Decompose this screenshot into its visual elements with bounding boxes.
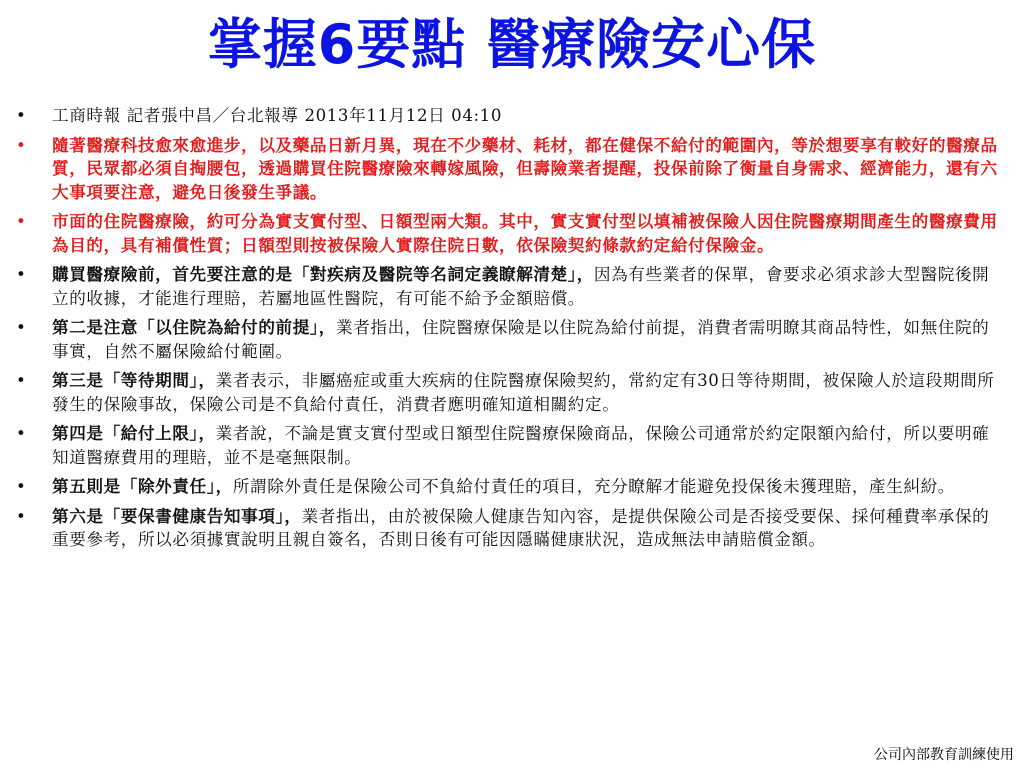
bullet-lead: 第五則是「除外責任」， (52, 476, 233, 496)
bullet-lead: 第四是「給付上限」， (52, 423, 216, 443)
bullet-text: 市面的住院醫療險，約可分為實支實付型、日額型兩大類。其中，實支實付型以填補被保險人因住院醫療期間產生的醫療費用為目的，具有補償性質；日額型則按被保險人實際住院日數，依保險契約條款約定給付保險金。 (52, 211, 998, 255)
bullet-point-4 (14, 422, 1006, 469)
bullet-text: 因為有些業者的保單，會要求必須求診大型醫院後開立的收據，才能進行理賠，若屬地區性醫院，有可能不給予金額賠償。 (52, 265, 990, 308)
bullet-point-6 (14, 505, 1006, 552)
bullet-text: 業者指出，由於被保險人健康告知內容，是提供保險公司是否接受要保、採何種費率承保的重要參考，所以必須據實說明且親自簽名，否則日後有可能因隱瞞健康狀況，造成無法申請賠償金額。 (52, 506, 990, 549)
slide-title: 掌握6要點 醫療險安心保 (207, 13, 817, 76)
bullet-text: 工商時報 記者張中昌／台北報導 2013年11月12日 04:10 (52, 106, 502, 125)
bullet-intro (14, 134, 1006, 205)
bullet-point-5 (14, 475, 1006, 499)
bullet-source (14, 104, 1006, 128)
bullet-lead: 第二是注意「以住院為給付的前提」， (52, 317, 336, 337)
bullet-text: 業者指出，住院醫療保險是以住院為給付前提，消費者需明瞭其商品特性，如無住院的事實，自然不屬保險給付範圍。 (52, 318, 990, 361)
bullet-point-2 (14, 316, 1006, 363)
bullet-types (14, 210, 1006, 257)
bullet-point-1 (14, 263, 1006, 310)
bullet-text: 業者說，不論是實支實付型或日額型住院醫療保險商品，保險公司通常於約定限額內給付，所以要明確知道醫療費用的理賠，並不是毫無限制。 (52, 424, 990, 467)
bullet-lead: 第六是「要保書健康告知事項」， (52, 505, 302, 526)
bullet-text: 所謂除外責任是保險公司不負給付責任的項目，充分瞭解才能避免投保後未獲理賠，產生糾紛。 (232, 477, 955, 496)
bullet-list (14, 104, 1006, 558)
bullet-lead: 購買醫療險前，首先要注意的是「對疾病及醫院等名詞定義瞭解清楚」， (52, 264, 594, 284)
bullet-lead: 第三是「等待期間」， (52, 370, 216, 390)
bullet-text: 隨著醫療科技愈來愈進步，以及藥品日新月異，現在不少藥材、耗材，都在健保不給付的範圍內，等於想要享有較好的醫療品質，民眾都必須自掏腰包，透過購買住院醫療險來轉嫁風險，但壽險業者提醒，投保前除了衡量自身需求、經濟能力，還有六大事項要注意，避免日後發生爭議。 (52, 134, 998, 202)
footer-note: 公司內部教育訓練使用 (874, 747, 1014, 763)
bullet-text: 業者表示，非屬癌症或重大疾病的住院醫療保險契約，常約定有30日等待期間，被保險人於這段期間所發生的保險事故，保險公司是不負給付責任，消費者應明確知道相關約定。 (52, 371, 995, 414)
bullet-point-3 (14, 369, 1006, 416)
